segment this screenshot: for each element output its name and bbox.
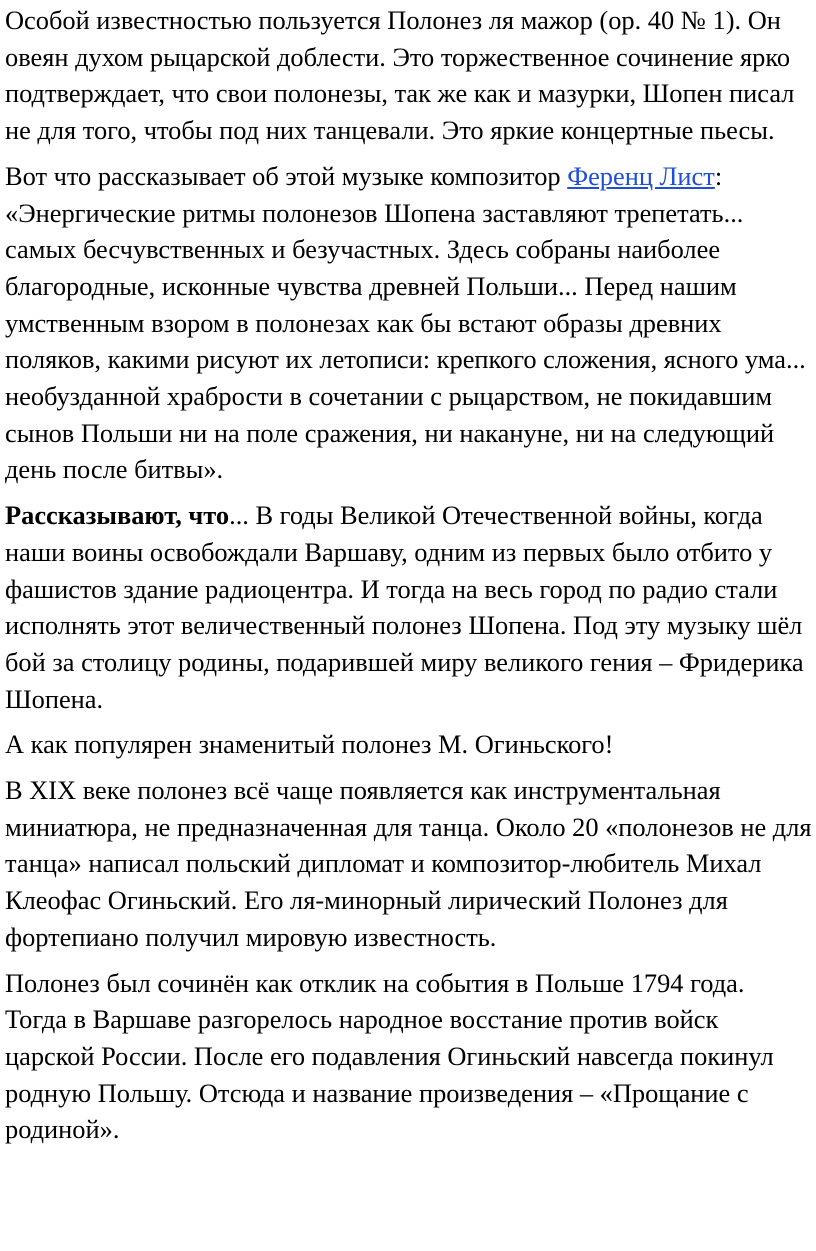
paragraph-war-story bbox=[5, 497, 812, 717]
war-story-lead: Рассказывают, что bbox=[5, 500, 230, 531]
war-story-text: ... В годы Великой Отечественной войны, когда наши воины освобождали Варшаву, одним из первых было отбито у фашистов здание радиоцентра. И тогда на весь город по радио стали исполнять этот величественный полонез Шопена. Под эту музыку шёл бой за столицу родины, подарившей миру великого гения – Фридерика Шопена. bbox=[5, 500, 804, 714]
paragraph-polonaise-a-major: Особой известностью пользуется Полонез ля мажор (ор. 40 № 1). Он овеян духом рыцарской доблести. Это торжественное сочинение ярко подтверждает, что свои полонезы, так же как и мазурки, Шопен писал не для того, чтобы под них танцевали. Это яркие концертные пьесы. bbox=[5, 5, 795, 146]
liszt-intro-text: Вот что рассказывает об этой музыке композитор bbox=[5, 160, 568, 191]
paragraph-oginski-intro: А как популярен знаменитый полонез М. Огиньского! bbox=[5, 729, 614, 760]
paragraph-xix-century: В XIX веке полонез всё чаще появляется как инструментальная миниатюра, не предназначенная для танца. Около 20 «полонезов не для танца» написал польский дипломат и композитор-любитель Михал Клеофас Огиньский. Его ля-минорный лирический Полонез для фортепиано получил мировую известность. bbox=[5, 775, 812, 952]
paragraph-liszt-quote bbox=[5, 158, 812, 488]
liszt-link[interactable]: Ференц Лист bbox=[567, 160, 715, 191]
paragraph-farewell: Полонез был сочинён как отклик на события в Польше 1794 года. Тогда в Варшаве разгорелось народное восстание против войск царской России. После его подавления Огиньский навсегда покинул родную Польшу. Отсюда и название произведения – «Прощание с родиной». bbox=[5, 967, 774, 1145]
liszt-quote-text: : «Энергические ритмы полонезов Шопена заставляют трепетать... самых бесчувственных и безучастных. Здесь собраны наиболее благородные, исконные чувства древней Польши... Перед нашим умственным взором в полонезах как бы встают образы древних поляков, какими рисуют их летописи: крепкого сложения, ясного ума... необузданной храбрости в сочетании с рыцарством, не покидавшим сынов Польши ни на поле сражения, ни накануне, ни на следующий день после битвы». bbox=[5, 160, 806, 485]
